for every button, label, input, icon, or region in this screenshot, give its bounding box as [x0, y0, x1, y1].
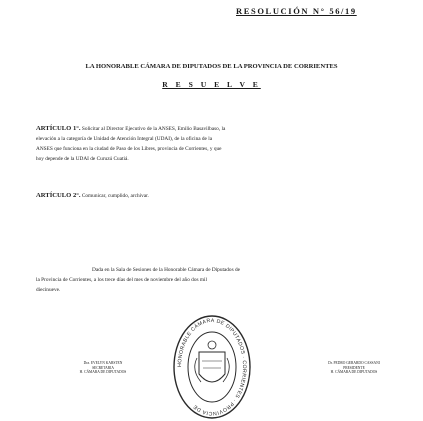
article-1-line: Solicitar al Director Ejecutivo de la ANSES, Emilio Basavilbaso, la	[81, 126, 226, 132]
chamber-heading: LA HONORABLE CÁMARA DE DIPUTADOS DE LA PROVINCIA DE CORRIENTES	[85, 63, 338, 70]
signature-secretary	[48, 361, 158, 375]
closing-line: diecinueve.	[36, 287, 61, 293]
signatory-name: Dra. EVELYN KARSTEN	[83, 361, 123, 365]
article-1-label: ARTÍCULO 1°.	[36, 125, 81, 132]
seal-legend: HONORABLE CÁMARA DE DIPUTADOS · CORRIENTES · PROVINCIA DE	[176, 317, 248, 417]
article-2	[36, 192, 149, 199]
article-1-line: ANSES que funciona en la ciudad de Paso de los Libres, provincia de Corrientes, y que	[36, 146, 222, 152]
signatory-institution: H. CÁMARA DE DIPUTADOS	[79, 370, 127, 375]
signature-president	[298, 361, 410, 375]
seal-outer-ring	[174, 316, 250, 418]
seal-inner-ring	[188, 332, 236, 402]
article-1-line: elevación a la categoría de Unidad de Atención Integral (UDAI), de la oficina de la	[36, 136, 213, 142]
sun-icon	[208, 341, 216, 349]
article-2-label: ARTÍCULO 2°.	[36, 192, 81, 199]
closing-line: la Provincia de Corrientes, a los trece días del mes de noviembre del año dos mil	[36, 277, 207, 283]
signatory-institution: H. CÁMARA DE DIPUTADOS	[330, 370, 378, 375]
signatory-name: Dr. PEDRO GERARDO CASSANI	[328, 361, 380, 365]
signatory-role: PRESIDENTE	[343, 365, 365, 370]
resuelve-heading: R E S U E L V E	[162, 80, 261, 89]
article-1-line: hoy depende de la UDAI de Curuzú Cuatiá.	[36, 156, 129, 162]
signatory-role: SECRETARIA	[92, 365, 114, 370]
closing-line: Dada en la Sala de Sesiones de la Honorable Cámara de Diputados de	[92, 267, 240, 273]
chamber-seal	[171, 314, 253, 420]
article-2-text: Comunicar, cumplido, archivar.	[81, 193, 149, 199]
svg-text:HONORABLE CÁMARA DE DIPUTADOS	[177, 318, 247, 416]
resolution-number: RESOLUCIÓN N° 56/19	[236, 6, 357, 16]
closing-paragraph	[36, 265, 398, 295]
article-1	[36, 124, 398, 164]
coat-of-arms-icon	[199, 352, 225, 382]
